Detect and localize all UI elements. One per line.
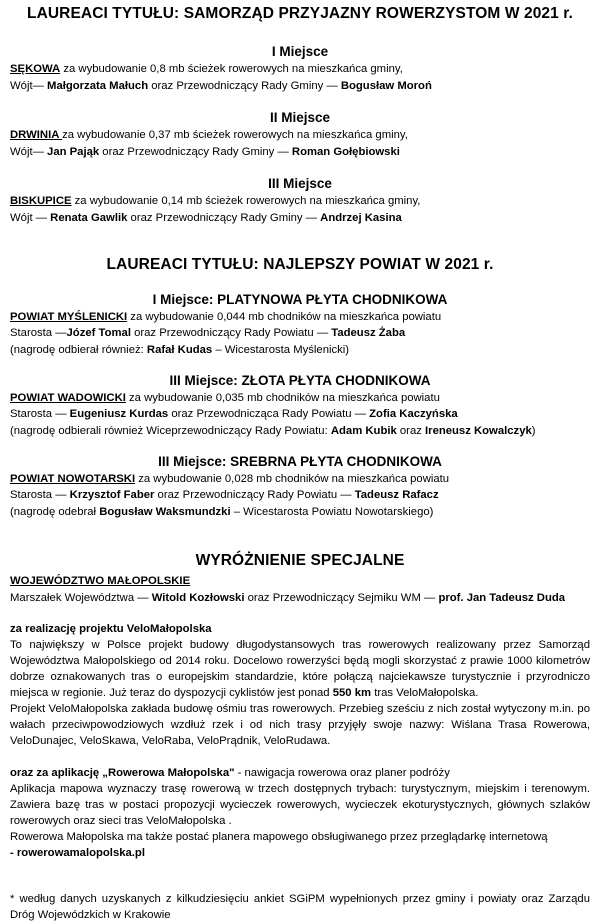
laureate-name: DRWINIA [10,129,63,141]
app-paragraph: Aplikacja mapowa wyznaczy trasę rowerową w trzech dostępnych trybach: turystycznym, miejskim i terenowym. Zawiera bazę tras w postaci propozycji wycieczek rowerowych, wycieczek ekoturystycznych, głównych szlaków rowerowych oraz sieci tras VeloMałopolska . [10,783,590,827]
laureate-officials: Starosta — Krzysztof Faber oraz Przewodniczący Rady Powiatu — Tadeusz Rafacz [10,489,439,501]
laureate-name: BISKUPICE [10,195,72,207]
project-paragraph: To największy w Polsce projekt budowy długodystansowych tras rowerowych realizowany przez Samorząd Województwa Małopolskiego od 2014 roku. Docelowo rowerzyści będą mogli skorzystać z prawie 1000 kilometrów dobrze oznakowanych tras o europejskim standardzie, które połączą najciekawsze turystycznie i przyrodniczo miejsca w regionie. Już teraz do dyspozycji cyklistów jest ponad 550 km tras VeloMałopolska. [10,639,590,699]
app-heading: oraz za aplikację „Rowerowa Małopolska" - nawigacja rowerowa oraz planer podróży [10,767,450,779]
laureate-entry: POWIAT WADOWICKI za wybudowanie 0,035 mb chodników na mieszkańca powiatu [10,392,440,404]
place-heading: I Miejsce [271,44,329,59]
footnote: * według danych uzyskanych z kilkudziesięciu ankiet SGiPM wypełnionych przez gminy i powiaty oraz Zarządu Dróg Wojewódzkich w Krakowie [10,893,590,921]
place-heading: III Miejsce [268,176,332,191]
place-heading: II Miejsce [269,110,331,125]
laureate-entry: SĘKOWA za wybudowanie 0,8 mb ścieżek rowerowych na mieszkańca gminy, [10,63,403,75]
laureate-note: (nagrodę odebrał Bogusław Waksmundzki – Wicestarosta Powiatu Nowotarskiego) [10,506,434,518]
laureate-entry: POWIAT NOWOTARSKI za wybudowanie 0,028 mb chodników na mieszkańca powiatu [10,473,450,485]
laureate-officials: Wójt— Małgorzata Małuch oraz Przewodniczący Rady Gminy — Bogusław Moroń [10,80,432,92]
laureate-note: (nagrodę odbierał również: Rafał Kudas – Wicestarosta Myślenicki) [10,344,350,356]
laureate-name: POWIAT WADOWICKI [10,392,126,404]
laureate-officials: Starosta — Eugeniusz Kurdas oraz Przewodnicząca Rady Powiatu — Zofia Kaczyńska [10,408,458,420]
laureate-entry: POWIAT MYŚLENICKI za wybudowanie 0,044 mb chodników na mieszkańca powiatu [10,311,442,323]
laureate-officials: Wójt— Jan Pająk oraz Przewodniczący Rady Gminy — Roman Gołębiowski [10,146,400,158]
laureate-entry: BISKUPICE za wybudowanie 0,14 mb ścieżek rowerowych na mieszkańca gminy, [10,195,421,207]
laureate-name: WOJEWÓDZTWO MAŁOPOLSKIE [10,575,191,587]
laureate-name: POWIAT MYŚLENICKI [10,311,128,323]
laureate-entry [10,573,590,589]
laureate-name: POWIAT NOWOTARSKI [10,473,136,485]
project-heading: za realizację projektu VeloMałopolska [10,623,212,635]
place-heading: I Miejsce: PLATYNOWA PŁYTA CHODNIKOWA [152,292,448,307]
laureate-officials: Marszałek Województwa — Witold Kozłowski oraz Przewodniczący Sejmiku WM — prof. Jan Tadeusz Duda [10,592,566,604]
laureate-entry: DRWINIA za wybudowanie 0,37 mb ścieżek rowerowych na mieszkańca gminy, [10,129,408,141]
section-title-powiaty: LAUREACI TYTUŁU: NAJLEPSZY POWIAT W 2021 r. [106,256,494,273]
website-link[interactable]: - rowerowamalopolska.pl [10,847,145,859]
laureate-officials: Starosta —Józef Tomal oraz Przewodniczący Rady Powiatu — Tadeusz Żaba [10,327,406,339]
laureate-name: SĘKOWA [10,63,61,75]
laureate-note: (nagrodę odbierali również Wiceprzewodniczący Rady Powiatu: Adam Kubik oraz Ireneusz Kowalczyk) [10,425,536,437]
place-heading: III Miejsce: SREBRNA PŁYTA CHODNIKOWA [158,454,442,469]
project-paragraph: Projekt VeloMałopolska zakłada budowę ośmiu tras rowerowych. Przebieg sześciu z nich został wytyczony m.in. po wałach przeciwpowodziowych wzdłuż rzek i od nich trasy przyjęły swoje nazwy: Wiślana Trasa Rowerowa, VeloDunajec, VeloSkawa, VeloRaba, VeloPrądnik, VeloRudawa. [10,703,590,747]
section-title-gminy: LAUREACI TYTUŁU: SAMORZĄD PRZYJAZNY ROWERZYSTOM W 2021 r. [27,5,573,22]
laureate-officials: Wójt — Renata Gawlik oraz Przewodniczący Rady Gminy — Andrzej Kasina [10,212,402,224]
place-heading: III Miejsce: ZŁOTA PŁYTA CHODNIKOWA [169,373,431,388]
section-title-special: WYRÓŻNIENIE SPECJALNE [195,552,405,569]
app-paragraph: Rowerowa Małopolska ma także postać planera mapowego obsługiwanego przez przeglądarkę internetową [10,831,548,843]
